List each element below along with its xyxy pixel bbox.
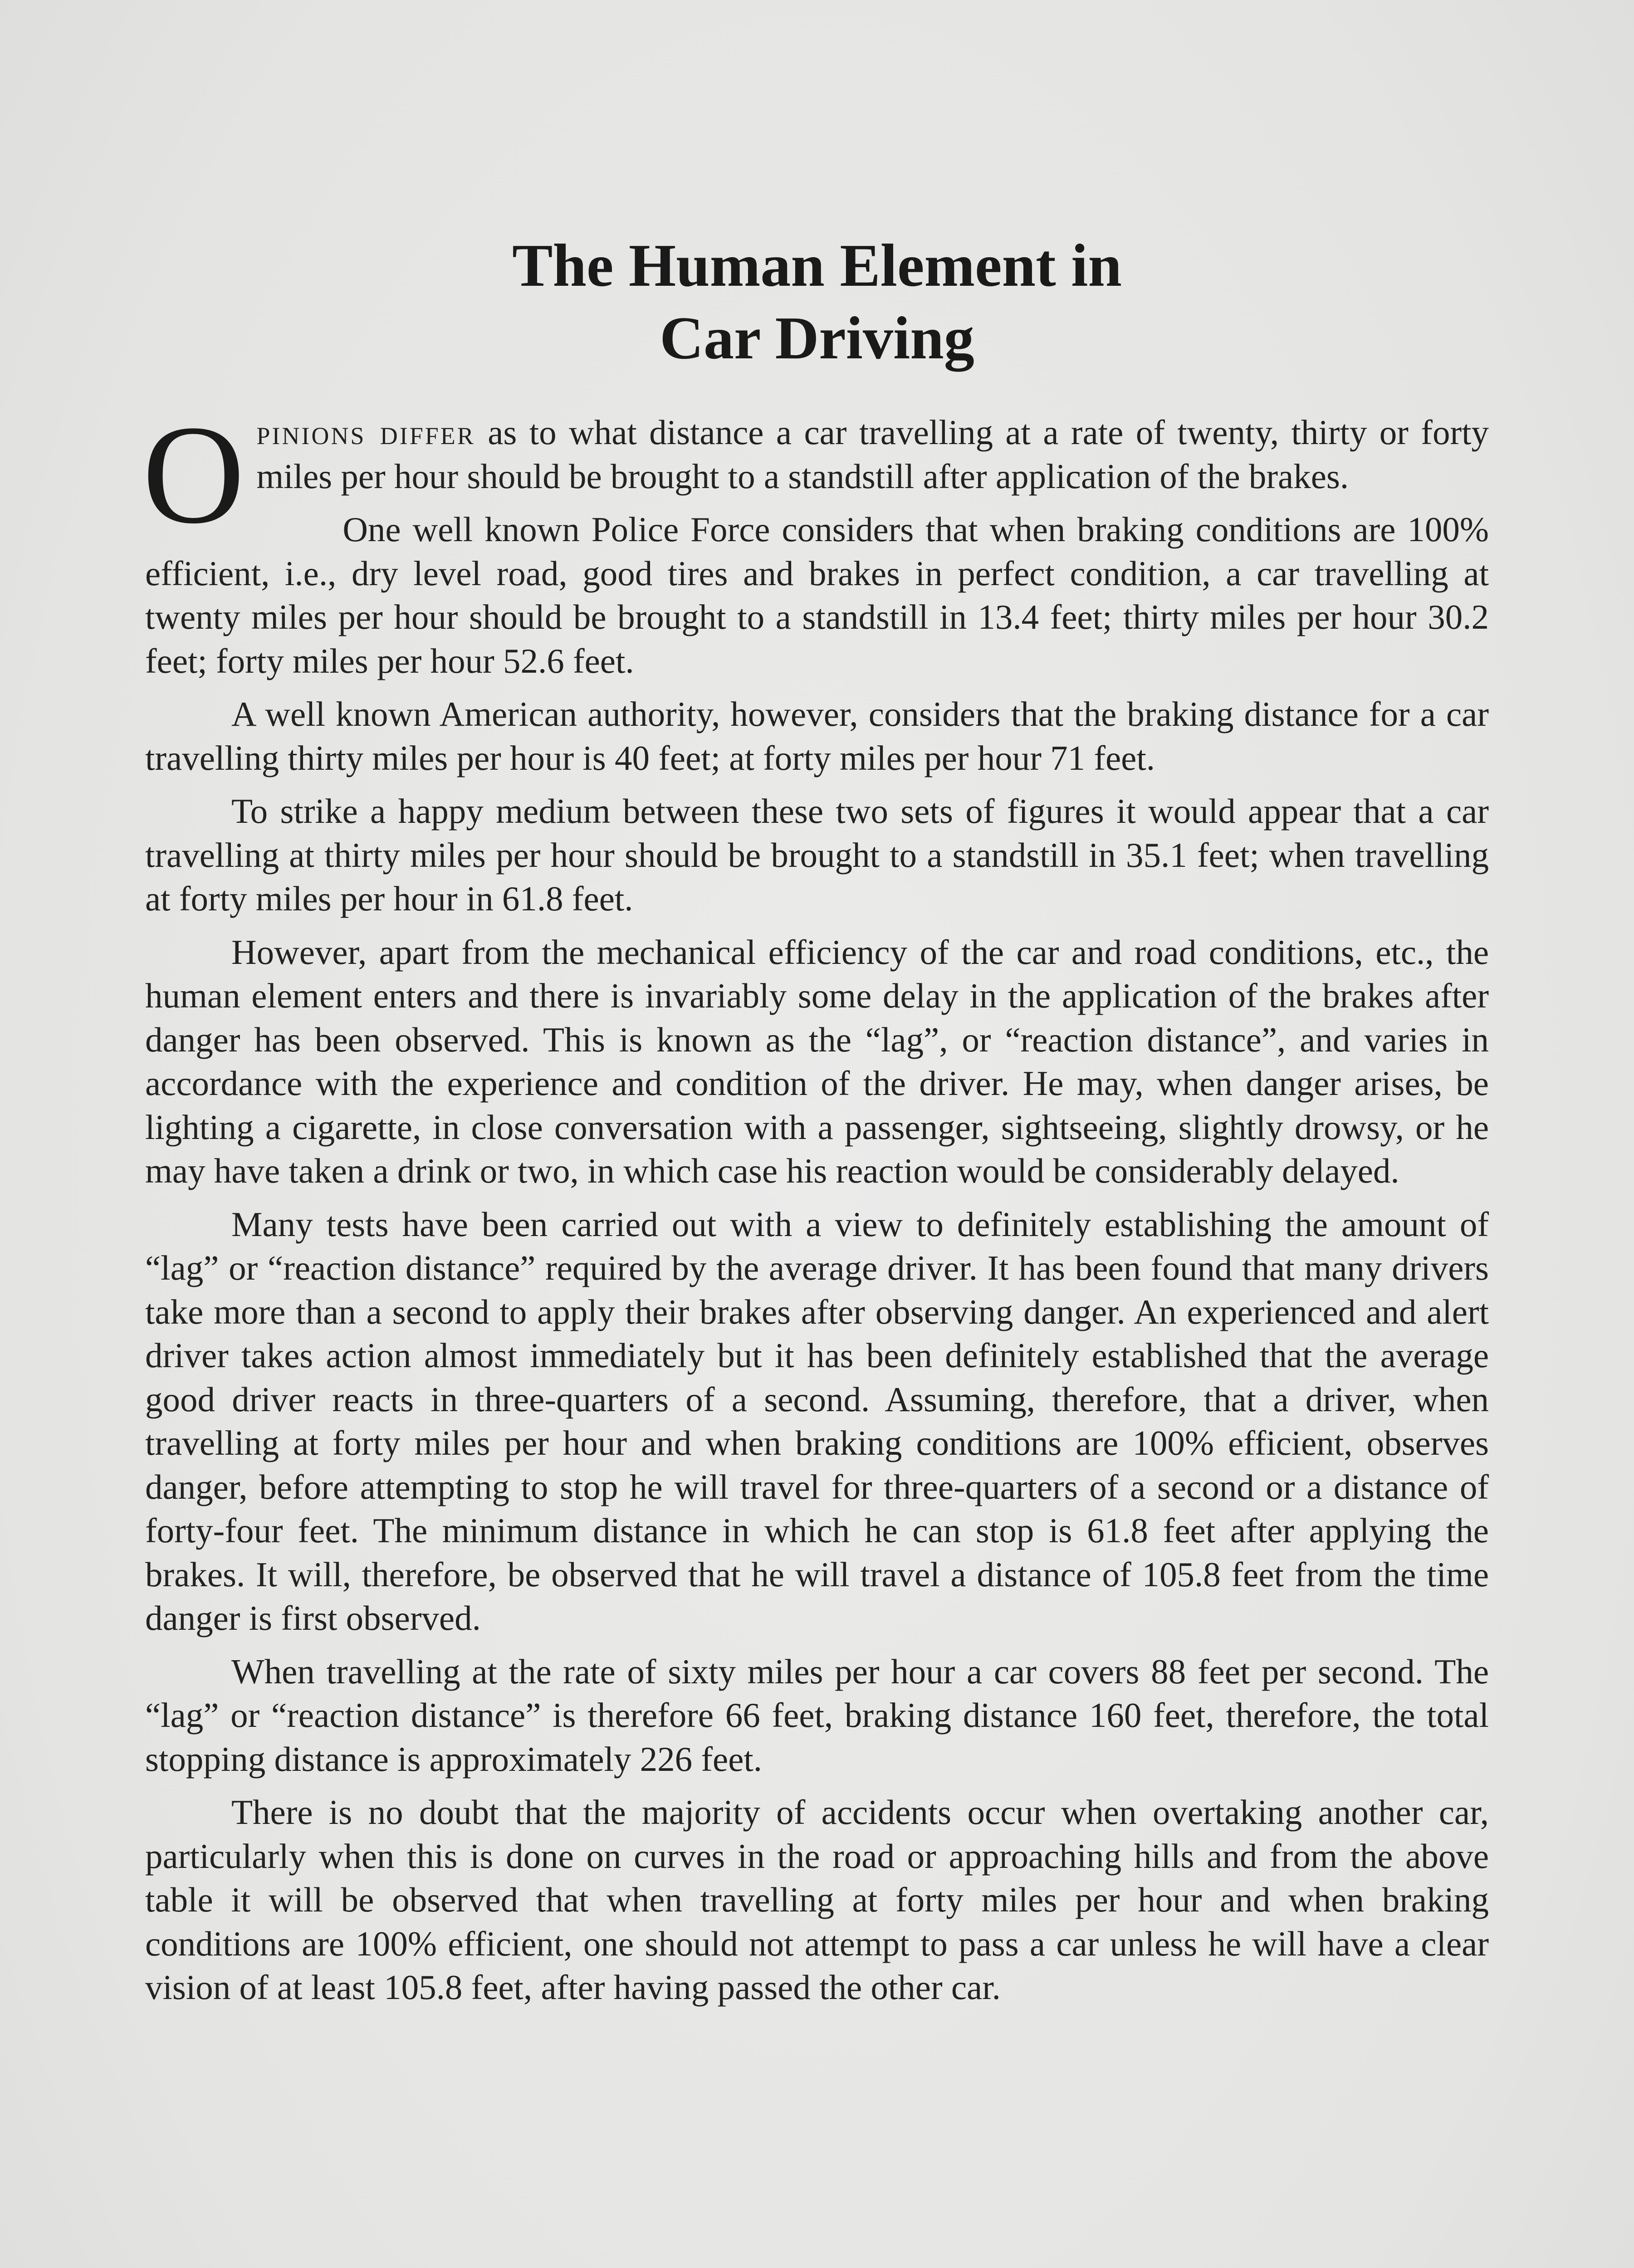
body-text [142,396,1489,2019]
paragraph-7: When travelling at the rate of sixty miles per hour a car covers 88 feet per second. The “lag” or “reaction distance” is therefore 66 feet, braking distance 160 feet, therefore, the total stopping distance is approximately 226 feet. [145,1652,1489,1779]
paragraph-4: To strike a happy medium between these two sets of figures it would appear that a car travelling at thirty miles per hour should be brought to a standstill in 35.1 feet; when travelling at forty miles per hour in 61.8 feet. [145,792,1489,918]
page-title-line-2: Car Driving [660,304,974,371]
paragraph-2: One well known Police Force considers that when braking conditions are 100% efficient, i.e., dry level road, good tires and brakes in perfect condition, a car travelling at twenty miles per hour should be brought to a standstill in 13.4 feet; thirty miles per hour 30.2 feet; forty miles per hour 52.6 feet. [145,510,1489,680]
paragraph-1-text: as to what distance a car travelling at a rate of twenty, thirty or forty miles per hour should be brought to a standstill after application of the brakes. [256,413,1489,496]
paragraph-8: There is no doubt that the majority of accidents occur when overtaking another car, particularly when this is done on curves in the road or approaching hills and from the above table it will be observed that when travelling at forty miles per hour and when braking conditions are 100% efficient, one should not attempt to pass a car unless he will have a clear vision of at least 105.8 feet, after having passed the other car. [145,1793,1489,2007]
page-title-line-1: The Human Element in [512,232,1122,299]
paragraph-6: Many tests have been carried out with a view to definitely establishing the amount of “lag” or “reaction distance” required by the average driver. It has been found that many drivers take more than a second to apply their brakes after observing danger. An experienced and alert driver takes action almost immediately but it has been definitely established that the average good driver reacts in three-quarters of a second. Assuming, therefore, that a driver, when travelling at forty miles per hour and when braking conditions are 100% efficient, observes danger, before attempting to stop he will travel for three-quarters of a second or a distance of forty-four feet. The minimum distance in which he can stop is 61.8 feet after applying the brakes. It will, therefore, be observed that he will travel a distance of 105.8 feet from the time danger is first observed. [145,1204,1489,1637]
paragraph-1 [142,396,1489,553]
lead-in-small-caps: pinions differ [256,413,475,452]
drop-cap: O [142,396,245,553]
paragraph-3: A well known American authority, however, considers that the braking distance for a car travelling thirty miles per hour is 40 feet; at forty miles per hour 71 feet. [145,694,1489,777]
paragraph-5: However, apart from the mechanical efficiency of the car and road conditions, etc., the human element enters and there is invariably some delay in the application of the brakes after danger has been observed. This is known as the “lag”, or “reaction distance”, and varies in accordance with the experience and condition of the driver. He may, when danger arises, be lighting a cigarette, in close conversation with a passenger, sightseeing, slightly drowsy, or he may have taken a drink or two, in which case his reaction would be considerably delayed. [145,932,1489,1190]
